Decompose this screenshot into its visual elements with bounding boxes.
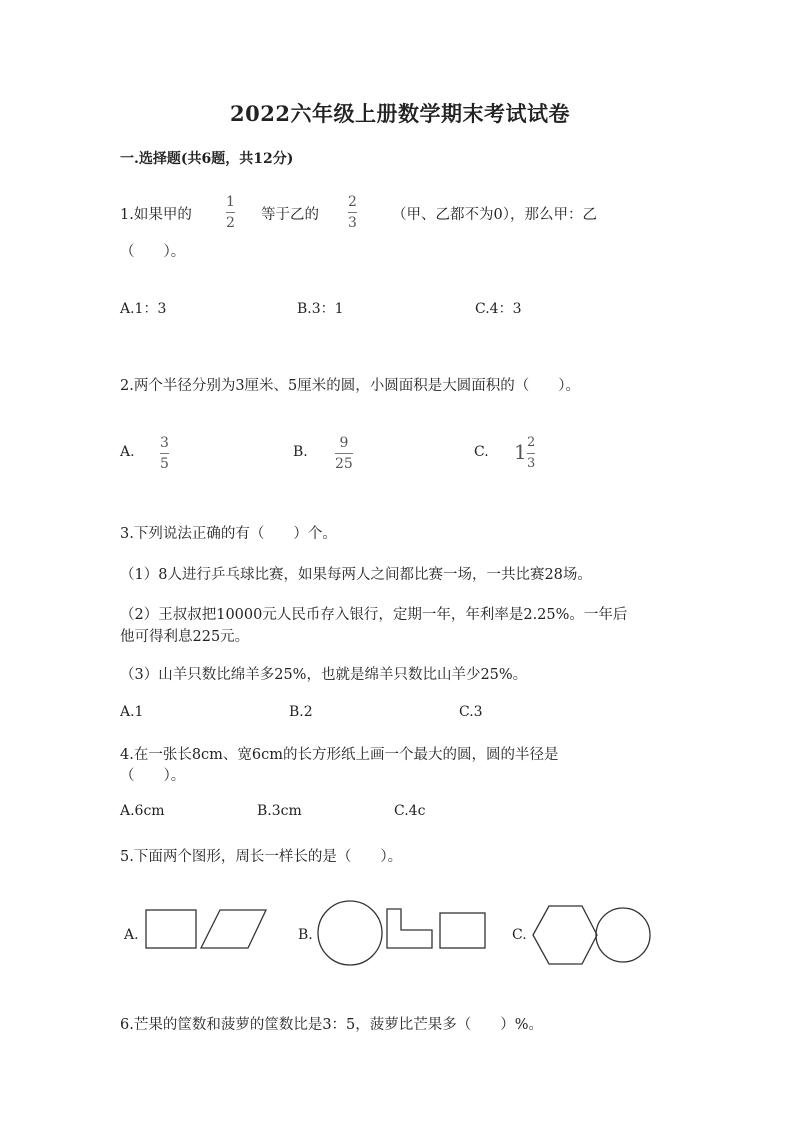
- circle-shape: [596, 908, 650, 962]
- q3-statement-2-line2: 他可得利息225元。: [120, 629, 250, 645]
- square-shape: [440, 913, 485, 948]
- q5-option-a-shapes: [140, 900, 280, 960]
- q4-option-a: A.6cm: [120, 803, 165, 819]
- circle-shape: [318, 901, 382, 965]
- q2-option-b-denominator: 25: [335, 456, 353, 472]
- q1-fraction-1: [226, 194, 235, 231]
- fraction-bar: [226, 212, 235, 213]
- q5-text: 5.下面两个图形，周长一样长的是（ ）。: [120, 849, 403, 865]
- q1-text-part3: （甲、乙都不为0），那么甲：乙: [392, 207, 597, 223]
- section-heading: 一.选择题(共6题，共12分): [120, 151, 294, 167]
- q1-fraction-2-numerator: 2: [348, 194, 357, 210]
- q3-option-c: C.3: [459, 704, 483, 720]
- l-shape: [387, 909, 432, 948]
- q1-fraction-1-numerator: 1: [226, 194, 235, 210]
- q2-option-c-fraction: [527, 435, 535, 472]
- fraction-bar: [335, 453, 353, 454]
- q2-option-b-numerator: 9: [339, 435, 349, 451]
- q4-text-line1: 4.在一张长8cm、宽6cm的长方形纸上画一个最大的圆，圆的半径是: [120, 747, 559, 763]
- fraction-bar: [527, 453, 535, 454]
- q2-option-c-numerator: 2: [527, 435, 536, 450]
- q2-option-b-label: B.: [293, 444, 308, 460]
- q1-option-b: B.3：1: [297, 301, 344, 317]
- q2-option-a-denominator: 5: [160, 456, 169, 472]
- q3-statement-3: （3）山羊只数比绵羊多25%，也就是绵羊只数比山羊少25%。: [120, 667, 528, 683]
- q6-text: 6.芒果的筐数和菠萝的筐数比是3：5，菠萝比芒果多（ ）%。: [120, 1017, 544, 1033]
- q1-fraction-2: [348, 194, 357, 231]
- q1-fraction-1-denominator: 2: [226, 215, 235, 231]
- q2-option-c-denominator: 3: [527, 456, 536, 471]
- q3-text: 3.下列说法正确的有（ ）个。: [120, 526, 337, 542]
- q2-option-a-fraction: [160, 435, 169, 472]
- q1-text-line2: （ ）。: [120, 244, 186, 260]
- q3-option-a: A.1: [120, 704, 144, 720]
- q3-option-b: B.2: [289, 704, 313, 720]
- q5-option-b-label: B.: [298, 927, 313, 943]
- q3-statement-1: （1）8人进行乒乓球比赛，如果每两人之间都比赛一场，一共比赛28场。: [120, 567, 592, 583]
- q1-fraction-2-denominator: 3: [348, 215, 357, 231]
- page-title: 2022六年级上册数学期末考试试卷: [230, 101, 570, 126]
- q5-option-a-label: A.: [124, 927, 139, 943]
- q3-statement-2-line1: （2）王叔叔把10000元人民币存入银行，定期一年，年利率是2.25%。一年后: [120, 607, 628, 623]
- q5-option-b-shapes: [312, 895, 492, 967]
- q5-option-c-shapes: [528, 897, 653, 969]
- q1-option-c: C.4：3: [475, 301, 522, 317]
- q2-option-c-label: C.: [474, 444, 489, 460]
- q2-option-b-fraction: [335, 435, 353, 472]
- fraction-bar: [348, 212, 357, 213]
- rectangle-shape: [146, 910, 196, 948]
- hexagon-shape: [533, 906, 597, 964]
- parallelogram-shape: [201, 910, 266, 948]
- q2-option-a-numerator: 3: [160, 435, 169, 451]
- q4-option-c: C.4c: [394, 803, 426, 819]
- q2-option-a-label: A.: [120, 444, 135, 460]
- q1-option-a: A.1：3: [120, 301, 167, 317]
- q1-text-part1: 1.如果甲的: [120, 207, 192, 223]
- q5-option-c-label: C.: [512, 927, 527, 943]
- fraction-bar: [160, 453, 169, 454]
- q4-text-line2: （ ）。: [120, 768, 186, 784]
- q2-option-c-integer: 1: [514, 440, 527, 464]
- q1-text-part2: 等于乙的: [261, 207, 319, 223]
- q4-option-b: B.3cm: [257, 803, 302, 819]
- q2-text: 2.两个半径分别为3厘米、5厘米的圆，小圆面积是大圆面积的（ ）。: [120, 378, 581, 394]
